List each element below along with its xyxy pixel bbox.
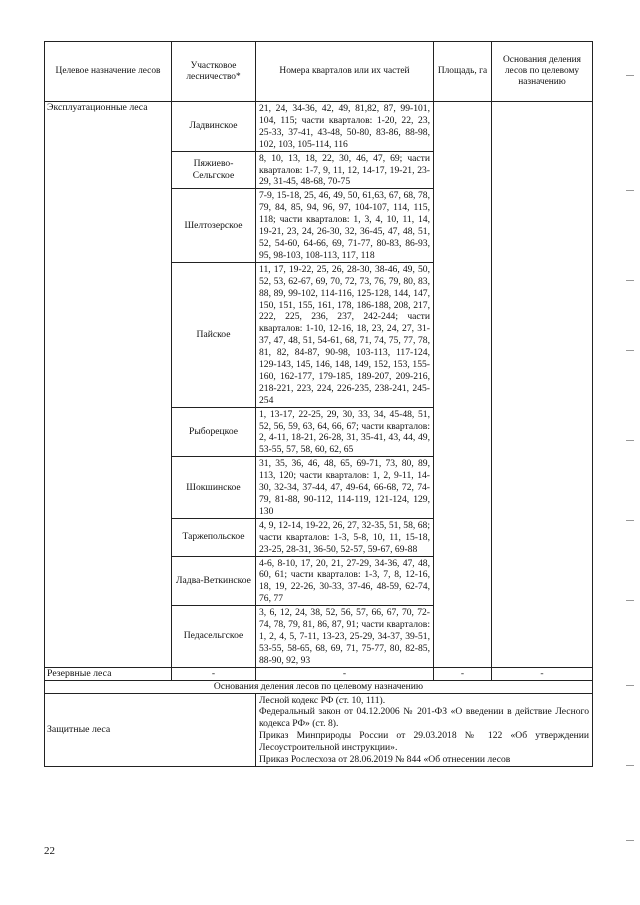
- page-number: 22: [44, 845, 55, 857]
- quarters-list: 4, 9, 12-14, 19-22, 26, 27, 32-35, 51, 58, 68; части кварталов: 1-3, 5-8, 10, 11, 15-18, 23-25, 28-31, 36-50, 52-57, 59-67, 69-88: [256, 518, 434, 556]
- header-quarters: Номера кварталов или их частей: [256, 42, 434, 102]
- basis-line: Приказ Минприроды России от 29.03.2018 № 122 «Об утверждении Лесоустроительной инструкции».: [259, 730, 589, 754]
- basis-heading: Основания деления лесов по целевому назначению: [45, 680, 593, 693]
- basis-heading-row: [45, 680, 593, 693]
- reserve-row: [45, 667, 593, 680]
- forestry-name: Шокшинское: [172, 457, 256, 519]
- forest-purpose-table: [44, 41, 593, 767]
- forestry-name: Ладва-Веткинское: [172, 556, 256, 606]
- protective-row: [45, 693, 593, 766]
- reserve-forestry: -: [172, 667, 256, 680]
- basis-line: Федеральный закон от 04.12.2006 № 201-ФЗ «О введении в действие Лесного кодекса РФ» (ст. 8).: [259, 706, 589, 730]
- quarters-list: 1, 13-17, 22-25, 29, 30, 33, 34, 45-48, 51, 52, 56, 59, 63, 64, 66, 67; части кварталов: 2, 4-11, 18-21, 26-28, 31, 35-41, 43, 44, 49, 53-55, 57, 58, 60, 62, 65: [256, 407, 434, 457]
- header-basis: Основания деления лесов по целевому назначению: [492, 42, 593, 102]
- forestry-name: Таржепольское: [172, 518, 256, 556]
- purpose-exploitation: Эксплуатационные леса: [45, 102, 172, 668]
- header-forestry: Участковое лесничество*: [172, 42, 256, 102]
- reserve-area: -: [434, 667, 492, 680]
- quarters-list: 21, 24, 34-36, 42, 49, 81,82, 87, 99-101, 104, 115; части кварталов: 1-20, 22, 23, 25-33, 37-41, 43-48, 50-80, 83-86, 88-98, 102, 103, 105-114, 116: [256, 102, 434, 152]
- forestry-name: Рыборецкое: [172, 407, 256, 457]
- table-row: [45, 102, 593, 152]
- quarters-list: 3, 6, 12, 24, 38, 52, 56, 57, 66, 67, 70, 72-74, 78, 79, 81, 86, 87, 91; части кварталов: 1, 2, 4, 5, 7-11, 13-23, 25-29, 34-37, 39-51, 53-55, 58-65, 68, 69, 71, 75-77, 80, 82-85, 88-90, 92, 93: [256, 606, 434, 668]
- header-area: Площадь, га: [434, 42, 492, 102]
- purpose-reserve: Резервные леса: [45, 667, 172, 680]
- forestry-name: Пайское: [172, 262, 256, 407]
- area-cell: [434, 102, 492, 668]
- table-header-row: [45, 42, 593, 102]
- quarters-list: 4-6, 8-10, 17, 20, 21, 27-29, 34-36, 47, 48, 60, 61; части кварталов: 1-3, 7, 8, 12-16, 18, 19, 22-26, 30-33, 37-46, 48-59, 62-74, 76, 77: [256, 556, 434, 606]
- forestry-name: Ладвинское: [172, 102, 256, 152]
- basis-line: Лесной кодекс РФ (ст. 10, 111).: [259, 694, 386, 706]
- quarters-list: 31, 35, 36, 46, 48, 65, 69-71, 73, 80, 89, 113, 120; части кварталов: 1, 2, 9-11, 14-30, 32-34, 37-44, 47, 49-64, 66-68, 72, 74-79, 81-88, 90-112, 114-119, 121-124, 129, 130: [256, 457, 434, 519]
- reserve-basis: -: [492, 667, 593, 680]
- purpose-protective: Защитные леса: [45, 693, 256, 766]
- basis-cell: [492, 102, 593, 668]
- quarters-list: 11, 17, 19-22, 25, 26, 28-30, 38-46, 49, 50, 52, 53, 62-67, 69, 70, 72, 73, 76, 79, 80, 83, 88, 89, 99-102, 114-116, 125-128, 144, 147, 150, 151, 155, 161, 178, 186-188, 208, 217, 222, 225, 236, 237, 242-244; части кварталов: 1-10, 12-16, 18, 23, 24, 27, 31-37, 47, 48, 51, 54-61, 68, 71, 74, 75, 77, 78, 81, 82, 84-87, 90-98, 103-113, 117-124, 129-143, 145, 146, 148, 149, 152, 153, 155-160, 162-177, 179-185, 189-207, 209-216, 218-221, 223, 224, 226-235, 238-241, 245-254: [256, 262, 434, 407]
- basis-line: Приказ Рослесхоза от 28.06.2019 № 844 «Об отнесении лесов: [259, 754, 511, 766]
- reserve-quarters: -: [256, 667, 434, 680]
- forestry-name: Педасельгское: [172, 606, 256, 668]
- quarters-list: 7-9, 15-18, 25, 46, 49, 50, 61,63, 67, 68, 78, 79, 84, 85, 94, 96, 97, 104-107, 114, 115, 118; части кварталов: 1, 3, 4, 10, 11, 14, 19-21, 23, 24, 26-30, 32, 36-45, 47, 48, 51, 52, 54-60, 64-66, 69, 71-77, 80-83, 86-93, 95, 98-103, 108-113, 117, 118: [256, 189, 434, 262]
- header-purpose: Целевое назначение лесов: [45, 42, 172, 102]
- forestry-name: Шелтозерское: [172, 189, 256, 262]
- scan-edge-marks: [620, 20, 634, 880]
- quarters-list: 8, 10, 13, 18, 22, 30, 46, 47, 69; части кварталов: 1-7, 9, 11, 12, 14-17, 19-21, 23-29, 31-45, 48-68, 70-75: [256, 151, 434, 189]
- forestry-name: Пяжиево-Сельгское: [172, 151, 256, 189]
- protective-basis: [256, 693, 593, 766]
